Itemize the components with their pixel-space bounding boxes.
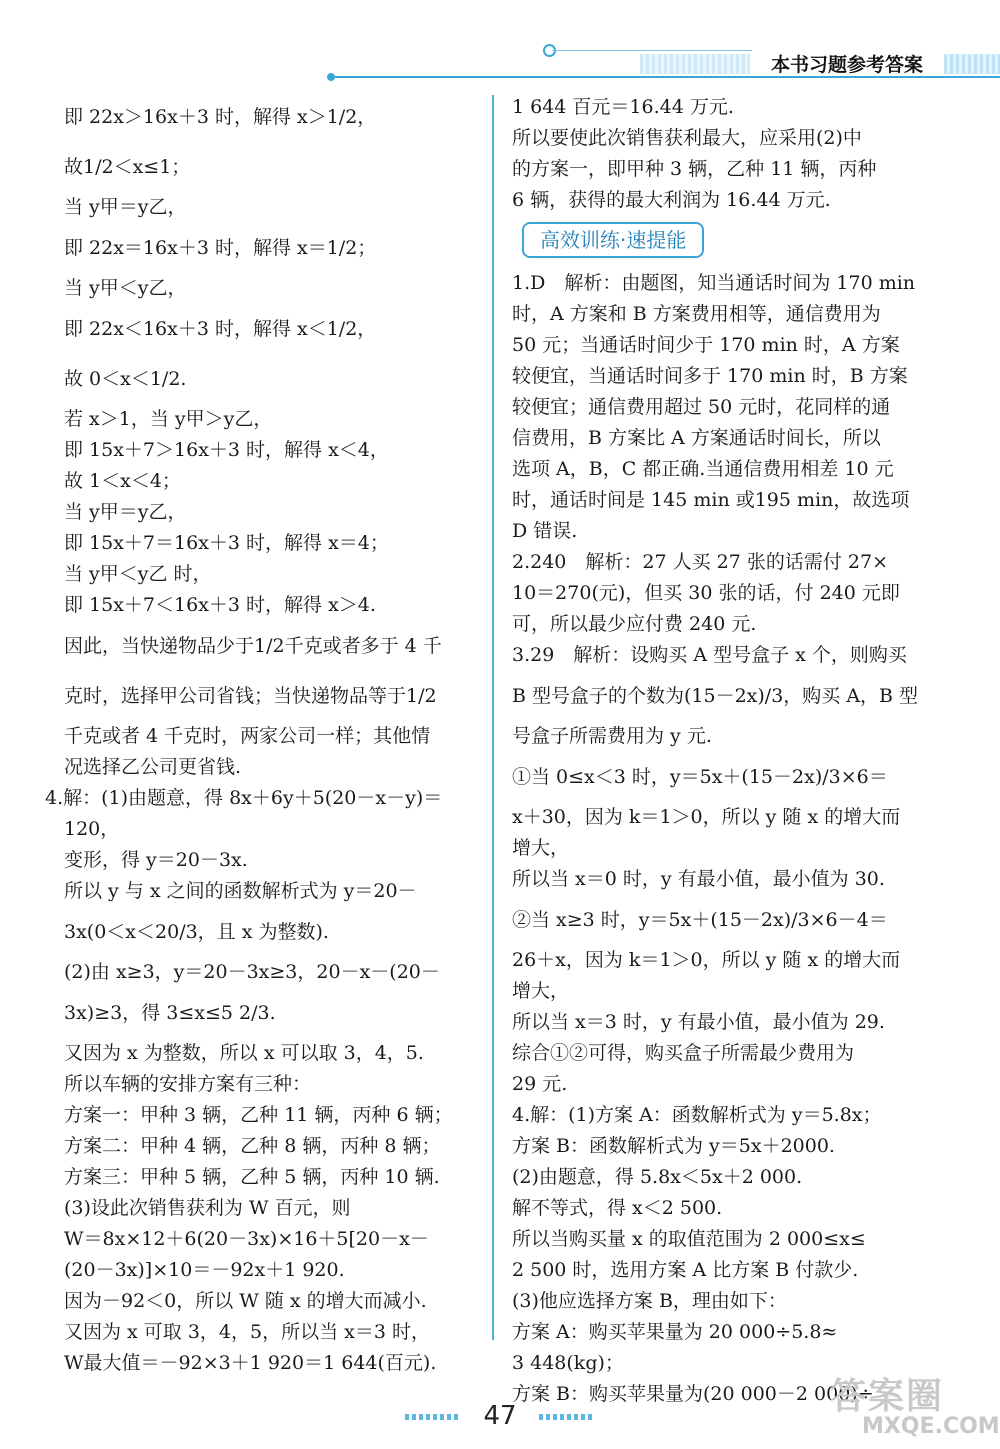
text-line: 信费用，B 方案比 A 方案通话时间长，所以 (512, 427, 881, 449)
text-line: 时，A 方案和 B 方案费用相等，通信费用为 (512, 303, 881, 325)
text-line: 时，通话时间是 145 min 或195 min，故选项 (512, 489, 910, 511)
text-line: W最大值＝－92×3＋1 920＝1 644(百元). (64, 1352, 437, 1374)
text-line: 故 1＜x＜4； (64, 470, 181, 492)
text-line: 方案三：甲种 5 辆，乙种 5 辆，丙种 10 辆. (64, 1166, 440, 1188)
text-line: 所以当 x＝0 时，y 有最小值，最小值为 30. (512, 868, 885, 890)
text-line: 3 448(kg)； (512, 1352, 624, 1374)
footer-decor-right (539, 1414, 595, 1420)
text-line: 较便宜，当通话时间多于 170 min 时，B 方案 (512, 365, 908, 387)
problem-line: 4.解：(1)由题意，得 8x＋6y＋5(20－x－y)＝ (45, 787, 443, 809)
text-line: 变形，得 y＝20－3x. (64, 849, 248, 871)
text-line: (2)由题意，得 5.8x＜5x＋2 000. (512, 1166, 803, 1188)
text-line: D 错误. (512, 520, 578, 542)
text-line: 所以车辆的安排方案有三种： (64, 1073, 312, 1095)
footer-decor-left (405, 1414, 461, 1420)
text-line: 可，所以最少应付费 240 元. (512, 613, 757, 635)
text-line: 6 辆，获得的最大利润为 16.44 万元. (512, 189, 831, 211)
text-line (45, 783, 484, 814)
text-line: 即 15x＋7＝16x＋3 时，解得 x＝4； (64, 532, 389, 554)
text-line: 所以当 x＝3 时，y 有最小值，最小值为 29. (512, 1011, 885, 1033)
text-line: 1.D 解析：由题图，知当通话时间为 170 min (512, 272, 916, 294)
text-line: 方案 A：购买苹果量为 20 000÷5.8≈ (512, 1321, 838, 1343)
text-line: ②当 x≥3 时，y＝5x＋(15－2x)/3×6－4＝ (512, 909, 888, 931)
text-line: 千克或者 4 千克时，两家公司一样；其他情 (64, 725, 431, 747)
page-number: 47 (483, 1401, 517, 1431)
text-line: 选项 A，B，C 都正确.当通信费用相差 10 元 (512, 458, 894, 480)
text-line: 1 644 百元＝16.44 万元. (512, 96, 734, 118)
text-line: 即 15x＋7＞16x＋3 时，解得 x＜4， (64, 439, 389, 461)
text-line: 10＝270(元)，但买 30 张的话，付 240 元即 (512, 582, 900, 604)
text-line: 方案二：甲种 4 辆，乙种 8 辆，丙种 8 辆； (64, 1135, 441, 1157)
header-decor-band (640, 54, 750, 74)
header-decor-tail (944, 54, 1000, 74)
watermark-url: MXQE.COM (862, 1414, 1000, 1439)
text-line: 又因为 x 可取 3，4，5，所以当 x＝3 时， (64, 1321, 430, 1343)
section-badge: 高效训练·速提能 (522, 222, 704, 258)
text-line: 即 15x＋7＜16x＋3 时，解得 x＞4. (64, 594, 376, 616)
text-line: 4.解：(1)方案 A：函数解析式为 y＝5.8x； (512, 1104, 882, 1126)
text-line: B 型号盒子的个数为(15－2x)/3，购买 A，B 型 (512, 685, 919, 707)
text-line: 3x(0＜x＜20/3，且 x 为整数). (64, 921, 329, 943)
text-line: 克时，选择甲公司省钱；当快递物品等于1/2 (64, 685, 437, 707)
text-line: 3x)≥3，得 3≤x≤5 2/3. (64, 1002, 276, 1024)
text-line: W＝8x×12＋6(20－3x)×16＋5[20－x－ (64, 1228, 429, 1250)
text-line: 增大， (512, 837, 570, 859)
text-line: 较便宜；通信费用超过 50 元时，花同样的通 (512, 396, 891, 418)
text-line: 因此，当快递物品少于1/2千克或者多于 4 千 (64, 635, 442, 657)
header-thin-line (552, 50, 752, 51)
text-line: 解不等式，得 x＜2 500. (512, 1197, 723, 1219)
text-line: 即 22x＜16x＋3 时，解得 x＜1/2， (64, 318, 377, 340)
text-line: 3.29 解析：设购买 A 型号盒子 x 个，则购买 (512, 644, 907, 666)
text-line: 方案一：甲种 3 辆，乙种 11 辆，丙种 6 辆； (64, 1104, 453, 1126)
header-rule (330, 76, 1000, 78)
text-line: 当 y甲＜y乙， (64, 277, 187, 299)
text-line: 当 y甲＜y乙 时， (64, 563, 212, 585)
text-line: (2)由 x≥3，y＝20－3x≥3，20－x－(20－ (64, 961, 440, 983)
text-line: 号盒子所需费用为 y 元. (512, 725, 712, 747)
text-line: 2 500 时，选用方案 A 比方案 B 付款少. (512, 1259, 859, 1281)
column-divider (492, 95, 494, 1340)
text-line: 增大， (512, 980, 570, 1002)
text-line: 综合①②可得，购买盒子所需最少费用为 (512, 1042, 855, 1064)
text-line: 120， (64, 818, 120, 840)
text-line: (3)他应选择方案 B，理由如下： (512, 1290, 787, 1312)
header-title: 本书习题参考答案 (770, 54, 923, 76)
text-line: 即 22x＝16x＋3 时，解得 x＝1/2； (64, 237, 377, 259)
text-line: ①当 0≤x＜3 时，y＝5x＋(15－2x)/3×6＝ (512, 766, 888, 788)
text-line: 2.240 解析：27 人买 27 张的话需付 27× (512, 551, 889, 573)
text-line: 所以 y 与 x 之间的函数解析式为 y＝20－ (64, 880, 417, 902)
text-line: 况选择乙公司更省钱. (64, 756, 242, 778)
text-line: x＋30，因为 k＝1＞0，所以 y 随 x 的增大而 (512, 806, 901, 828)
watermark-logo: 答案圈 (830, 1376, 945, 1417)
right-column (512, 92, 932, 1410)
text-line: 故 0＜x＜1/2. (64, 368, 187, 390)
text-line: (20－3x)]×10＝－92x＋1 920. (64, 1259, 345, 1281)
text-line: 的方案一，即甲种 3 辆，乙种 11 辆，丙种 (512, 158, 877, 180)
text-line: 29 元. (512, 1073, 568, 1095)
text-line: 方案 B：函数解析式为 y＝5x＋2000. (512, 1135, 835, 1157)
text-line: 50 元；当通话时间少于 170 min 时，A 方案 (512, 334, 900, 356)
text-line: (3)设此次销售获利为 W 百元，则 (64, 1197, 351, 1219)
text-line: 即 22x＞16x＋3 时，解得 x＞1/2， (64, 106, 377, 128)
text-line: 当 y甲＝y乙， (64, 196, 187, 218)
text-line: 又因为 x 为整数，所以 x 可以取 3，4，5. (64, 1042, 424, 1064)
text-line: 方案 B：购买苹果量为(20 000－2 000)÷ (512, 1383, 874, 1405)
text-line: 若 x＞1，当 y甲＞y乙， (64, 408, 273, 430)
text-line: 故1/2＜x≤1； (64, 156, 191, 178)
left-column (45, 92, 484, 1379)
text-line: 因为－92＜0，所以 W 随 x 的增大而减小. (64, 1290, 427, 1312)
text-line: 所以当购买量 x 的取值范围为 2 000≤x≤ (512, 1228, 866, 1250)
text-line: 26＋x，因为 k＝1＞0，所以 y 随 x 的增大而 (512, 949, 901, 971)
text-line: 当 y甲＝y乙， (64, 501, 187, 523)
text-line: 所以要使此次销售获利最大，应采用(2)中 (512, 127, 862, 149)
